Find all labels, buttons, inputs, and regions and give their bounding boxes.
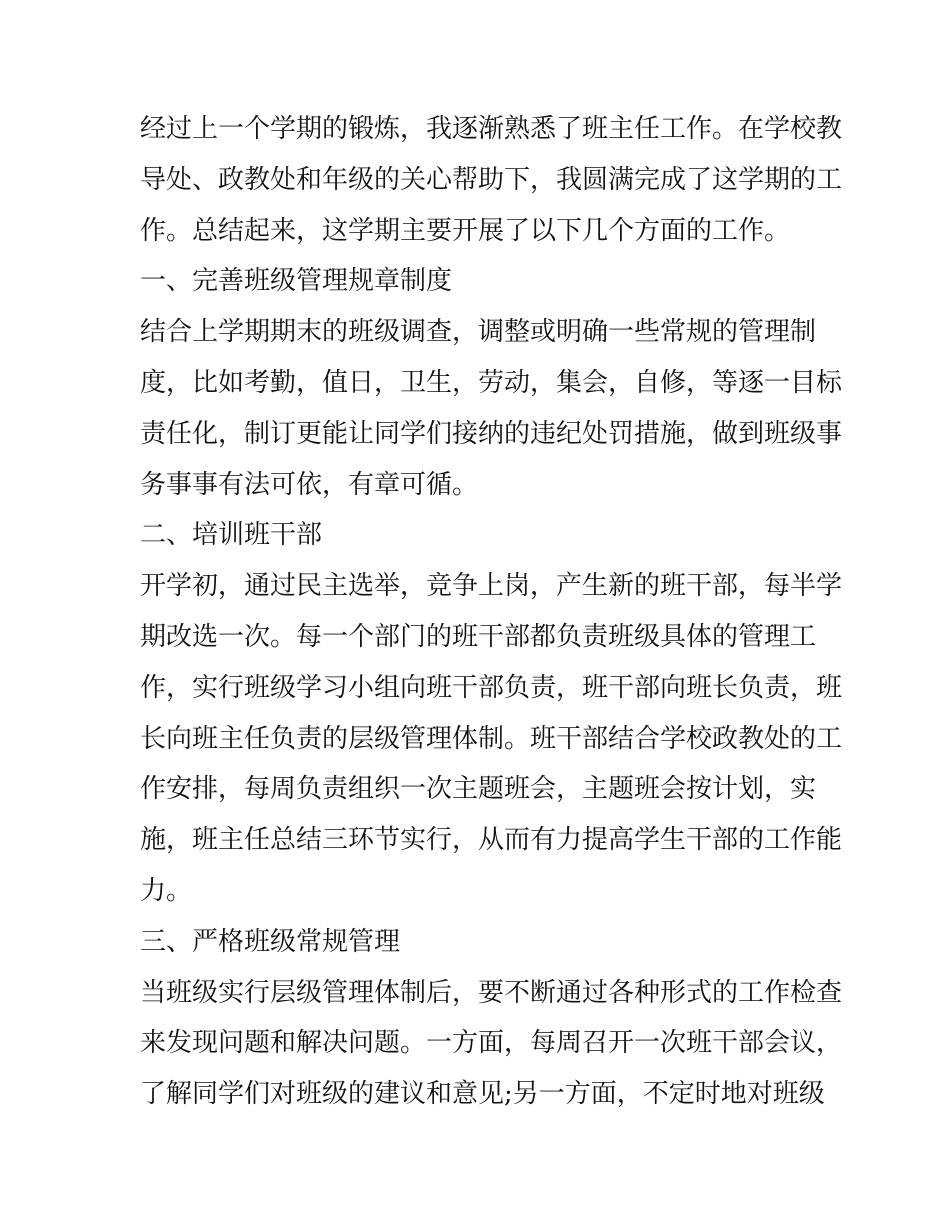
paragraph-line: 力。 xyxy=(140,875,193,906)
paragraph-line: 务事事有法可依，有章可循。 xyxy=(140,469,479,500)
section-heading: 一、完善班级管理规章制度 xyxy=(140,266,453,297)
paragraph-line: 作。总结起来，这学期主要开展了以下几个方面的工作。 xyxy=(140,215,791,246)
paragraph-line: 责任化，制订更能让同学们接纳的违纪处罚措施，做到班级事 xyxy=(140,418,843,449)
paragraph-line: 期改选一次。每一个部门的班干部都负责班级具体的管理工 xyxy=(140,621,817,652)
paragraph-line: 了解同学们对班级的建议和意见;另一方面，不定时地对班级 xyxy=(140,1079,825,1110)
document-body xyxy=(140,104,843,1120)
paragraph-line: 结合上学期期末的班级调查，调整或明确一些常规的管理制 xyxy=(140,317,817,348)
section-heading: 二、培训班干部 xyxy=(140,520,323,551)
paragraph-line: 导处、政教处和年级的关心帮助下，我圆满完成了这学期的工 xyxy=(140,164,843,195)
paragraph-line: 度，比如考勤，值日，卫生，劳动，集会，自修，等逐一目标 xyxy=(140,367,843,398)
paragraph-line: 来发现问题和解决问题。一方面，每周召开一次班干部会议， xyxy=(140,1028,843,1059)
paragraph-line: 施，班主任总结三环节实行，从而有力提高学生干部的工作能 xyxy=(140,825,843,856)
paragraph-line: 作安排，每周负责组织一次主题班会，主题班会按计划，实 xyxy=(140,774,817,805)
paragraph-line: 当班级实行层级管理体制后，要不断通过各种形式的工作检查 xyxy=(140,977,843,1008)
paragraph-line: 经过上一个学期的锻炼，我逐渐熟悉了班主任工作。在学校教 xyxy=(140,114,843,144)
section-heading: 三、严格班级常规管理 xyxy=(140,926,401,957)
paragraph-line: 长向班主任负责的层级管理体制。班干部结合学校政教处的工 xyxy=(140,723,843,754)
paragraph-line: 作，实行班级学习小组向班干部负责，班干部向班长负责，班 xyxy=(140,672,843,703)
paragraph-line: 开学初，通过民主选举，竞争上岗，产生新的班干部，每半学 xyxy=(140,571,843,602)
